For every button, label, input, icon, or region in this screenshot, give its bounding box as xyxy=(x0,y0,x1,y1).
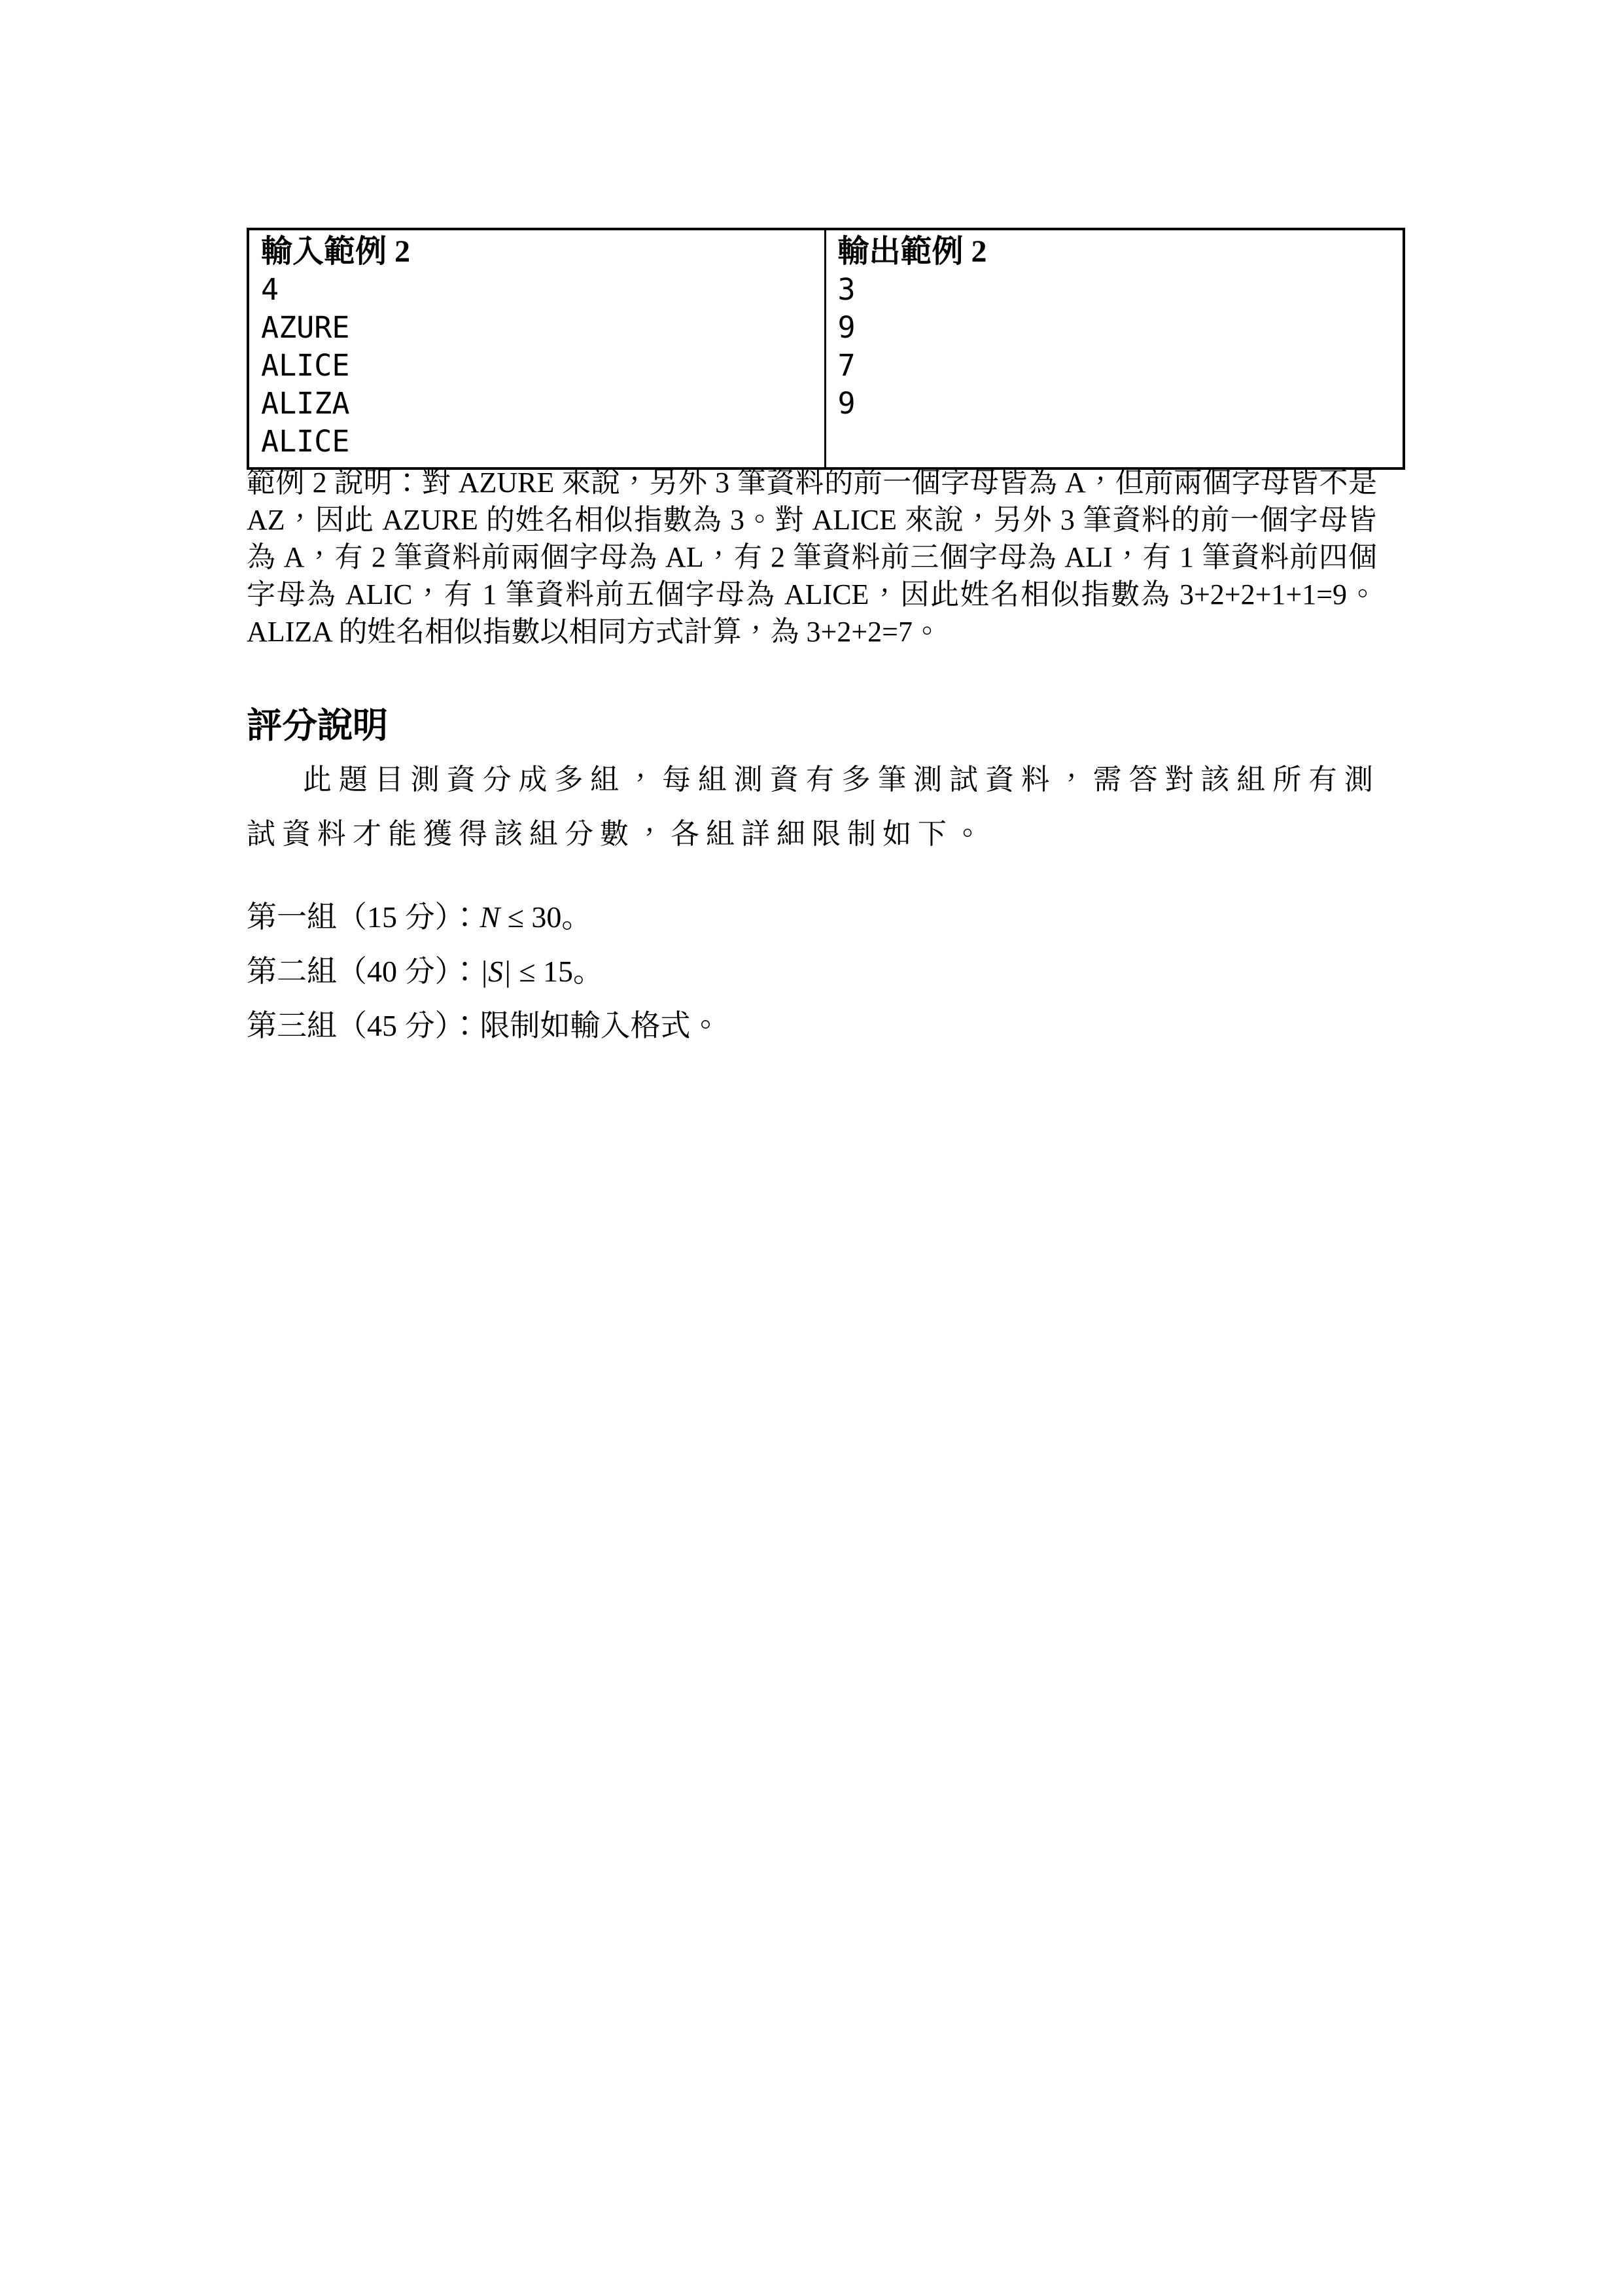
output-line-4: 9 xyxy=(837,386,856,421)
scoring-section-heading: 評分說明 xyxy=(247,706,388,745)
input-line-5: ALICE xyxy=(261,424,350,459)
score-group-2-constraint: ≤ 15。 xyxy=(511,955,604,988)
example-2-explanation: 範例 2 說明：對 AZURE 來說，另外 3 筆資料的前一個字母皆為 A，但前兩個字母皆不是 AZ，因此 AZURE 的姓名相似指數為 3。對 ALICE 來說，另外 3 筆資料的前一個字母皆為 A，有 2 筆資料前兩個字母為 AL，有 2 筆資料前三個字母為 ALI，有 1 筆資料前四個字母為 ALIC，有 1 筆資料前五個字母為 ALICE，因此姓名相似指數為 3+2+2+1+1=9。ALIZA 的姓名相似指數以相同方式計算，為 3+2+2=7。 xyxy=(247,467,1377,648)
score-group-3 xyxy=(247,998,1380,1053)
input-example-header: 輸入範例 2 xyxy=(261,234,411,269)
score-group-2 xyxy=(247,944,1380,998)
input-line-3: ALICE xyxy=(261,348,350,383)
output-example-cell xyxy=(826,230,1403,467)
example-io-table xyxy=(247,228,1405,470)
input-line-2: AZURE xyxy=(261,310,350,345)
score-group-3-label: 第三組（45 分）： xyxy=(247,1009,480,1042)
score-group-3-constraint: 限制如輸入格式。 xyxy=(480,1009,721,1042)
input-example-cell xyxy=(249,230,826,467)
score-group-1-label: 第一組（15 分）： xyxy=(247,900,480,934)
output-line-1: 3 xyxy=(837,272,856,307)
output-line-3: 7 xyxy=(837,348,856,383)
output-example-header: 輸出範例 2 xyxy=(837,234,987,269)
score-group-list xyxy=(247,890,1380,1053)
scoring-intro-paragraph: 此題目測資分成多組，每組測資有多筆測試資料，需答對該組所有測試資料才能獲得該組分數，各組詳細限制如下。 xyxy=(247,764,1380,850)
score-group-2-variable: |S| xyxy=(480,955,512,988)
score-group-1-variable: N xyxy=(480,900,500,934)
input-line-4: ALIZA xyxy=(261,386,350,421)
input-line-1: 4 xyxy=(261,272,279,307)
score-group-1-constraint: ≤ 30。 xyxy=(500,900,592,934)
score-group-2-label: 第二組（40 分）： xyxy=(247,955,480,988)
score-group-1 xyxy=(247,890,1380,944)
output-line-2: 9 xyxy=(837,310,856,345)
